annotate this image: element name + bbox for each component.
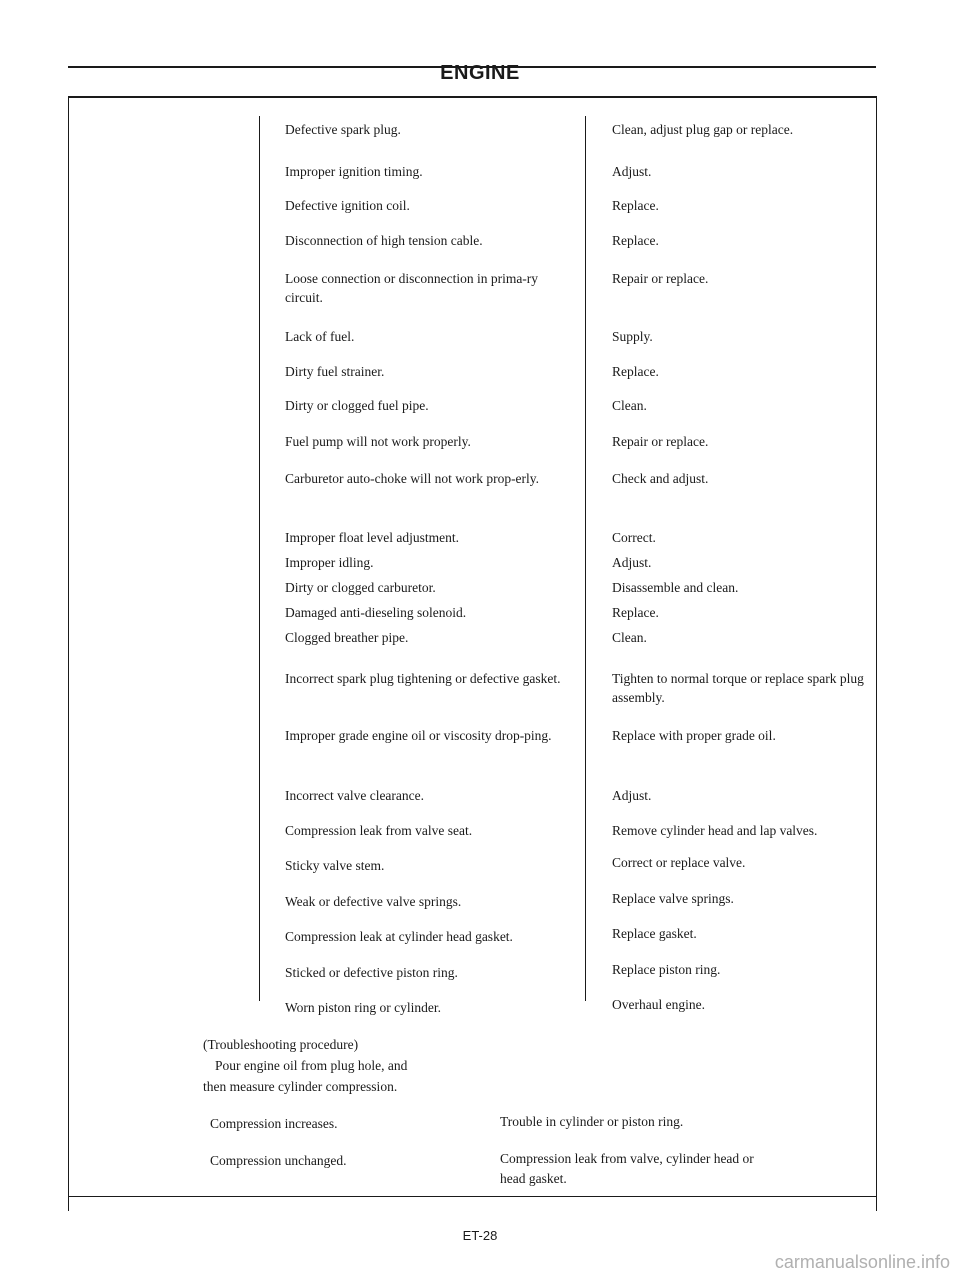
remedy-text: Supply. (612, 329, 653, 344)
cause-text: Sticky valve stem. (285, 858, 385, 873)
remedy-text: Adjust. (612, 788, 652, 803)
cause-text: Defective spark plug. (285, 122, 401, 137)
cause-text: Weak or defective valve springs. (285, 894, 462, 909)
cause-column-line (259, 116, 260, 1001)
cause-text: Loose connection or disconnection in prima-ry circuit. (285, 271, 539, 305)
cause-text: Carburetor auto-choke will not work prop-erly. (285, 471, 540, 486)
cause-text: Fuel pump will not work properly. (285, 434, 471, 449)
result-condition: Compression increases. (210, 1116, 338, 1131)
cause-text: Dirty fuel strainer. (285, 364, 385, 379)
cause-text: Dirty or clogged carburetor. (285, 580, 436, 595)
result-condition: Compression unchanged. (210, 1153, 347, 1168)
remedy-text: Clean. (612, 398, 647, 413)
result-diagnosis: Trouble in cylinder or piston ring. (500, 1114, 684, 1129)
left-frame-line (68, 96, 69, 1211)
procedure-text: then measure cylinder compression. (203, 1079, 398, 1094)
cause-text: Improper grade engine oil or viscosity drop-ping. (285, 728, 552, 743)
remedy-text: Disassemble and clean. (612, 580, 739, 595)
bottom-rule (68, 1196, 876, 1197)
remedy-text: Replace with proper grade oil. (612, 728, 776, 743)
cause-text: Incorrect spark plug tightening or defective gasket. (285, 671, 561, 686)
remedy-text: Replace. (612, 605, 659, 620)
remedy-text: Tighten to normal torque or replace spark plug assembly. (612, 671, 864, 705)
procedure-heading: (Troubleshooting procedure) (203, 1037, 359, 1052)
procedure-text: Pour engine oil from plug hole, and (215, 1058, 408, 1073)
remedy-text: Adjust. (612, 164, 652, 179)
result-diagnosis: Compression leak from valve, cylinder head or head gasket. (500, 1151, 754, 1186)
cause-text: Disconnection of high tension cable. (285, 233, 483, 248)
remedy-text: Replace. (612, 233, 659, 248)
remedy-text: Replace piston ring. (612, 962, 721, 977)
cause-text: Lack of fuel. (285, 329, 355, 344)
remedy-text: Replace. (612, 198, 659, 213)
cause-text: Improper idling. (285, 555, 374, 570)
cause-text: Dirty or clogged fuel pipe. (285, 398, 429, 413)
remedy-text: Replace. (612, 364, 659, 379)
cause-text: Improper ignition timing. (285, 164, 423, 179)
cause-text: Damaged anti-dieseling solenoid. (285, 605, 467, 620)
cause-text: Improper float level adjustment. (285, 530, 459, 545)
page-title: ENGINE (440, 62, 520, 84)
remedy-text: Check and adjust. (612, 471, 709, 486)
remedy-text: Repair or replace. (612, 434, 709, 449)
cause-text: Sticked or defective piston ring. (285, 965, 458, 980)
remedy-text: Clean, adjust plug gap or replace. (612, 122, 794, 137)
remedy-text: Correct. (612, 530, 656, 545)
remedy-text: Correct or replace valve. (612, 855, 746, 870)
remedy-text: Repair or replace. (612, 271, 709, 286)
right-frame-line (876, 96, 877, 1211)
cause-text: Defective ignition coil. (285, 198, 410, 213)
remedy-text: Clean. (612, 630, 647, 645)
cause-text: Incorrect valve clearance. (285, 788, 425, 803)
remedy-text: Replace gasket. (612, 926, 697, 941)
cause-text: Clogged breather pipe. (285, 630, 409, 645)
page-number: ET-28 (462, 1228, 498, 1243)
remedy-text: Replace valve springs. (612, 891, 734, 906)
watermark: carmanualsonline.info (774, 1252, 950, 1272)
remedy-text: Remove cylinder head and lap valves. (612, 823, 818, 838)
remedy-column-line (585, 116, 586, 1001)
cause-text: Worn piston ring or cylinder. (285, 1000, 442, 1015)
cause-text: Compression leak at cylinder head gasket. (285, 929, 513, 944)
remedy-text: Overhaul engine. (612, 997, 705, 1012)
cause-text: Compression leak from valve seat. (285, 823, 473, 838)
remedy-text: Adjust. (612, 555, 652, 570)
header-rule-bottom (68, 96, 876, 98)
